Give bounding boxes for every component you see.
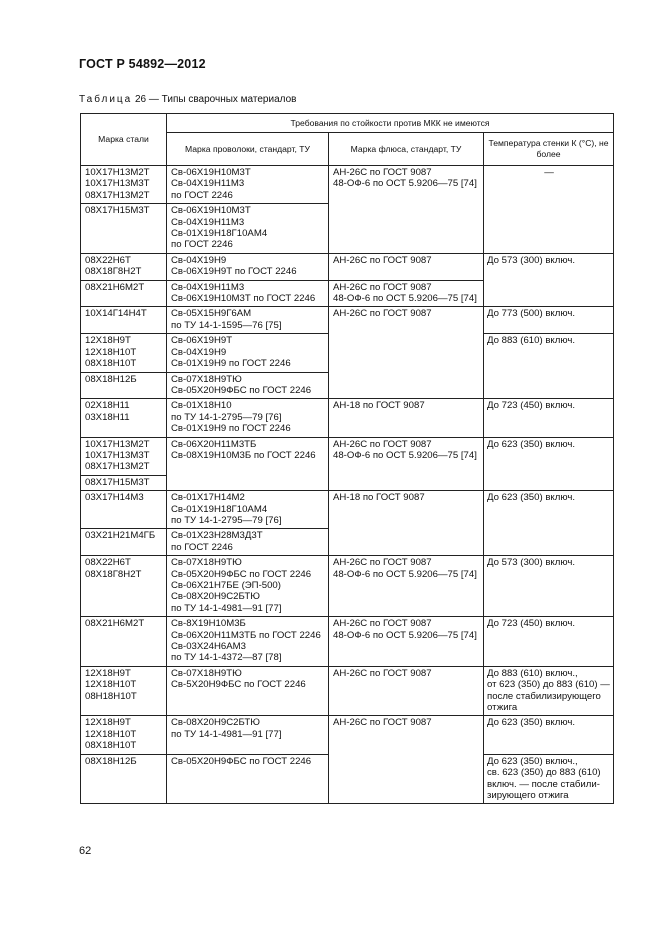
table-row	[81, 491, 614, 529]
wire-cell	[167, 399, 329, 437]
table-row	[81, 716, 614, 754]
wire-cell	[167, 166, 329, 204]
cell-line: по ГОСТ 2246	[171, 239, 233, 251]
table-row	[81, 666, 614, 716]
cell-line: До 623 (350) включ.	[487, 438, 575, 450]
cell-line: Св-08Х19Н10М3Б по ГОСТ 2246	[171, 449, 316, 461]
cell-line: 03Х21Н21М4ГБ	[85, 530, 156, 542]
cell-line: Св-06Х21Н7БЕ (ЭП-500)	[171, 580, 281, 591]
cell-line: АН-26С по ГОСТ 9087	[333, 281, 432, 293]
cell-line: 48-ОФ-6 по ОСТ 5.9206—75 [74]	[333, 629, 477, 641]
flux-cell	[329, 617, 484, 667]
column-header-temperature: Температура стенки К (°С), не более	[484, 133, 614, 166]
cell-line: Св-06Х20Н11М3ТБ по ГОСТ 2246	[171, 629, 321, 641]
cell-line: АН-26С по ГОСТ 9087	[333, 557, 432, 569]
cell-line: 02Х18Н11	[85, 400, 130, 412]
cell-line: по ТУ 14-1-2795—79 [76]	[171, 514, 282, 526]
cell-line: АН-26С по ГОСТ 9087	[333, 717, 432, 729]
cell-line: 03Х18Н11	[85, 411, 130, 423]
column-header-wire: Марка проволоки, стандарт, ТУ	[167, 133, 329, 166]
flux-cell	[329, 280, 484, 307]
flux-cell	[329, 437, 484, 491]
table-row	[81, 556, 614, 617]
temperature-cell	[484, 666, 614, 716]
cell-line: 08Х21Н6М2Т	[85, 618, 145, 630]
column-header-flux: Марка флюса, стандарт, ТУ	[329, 133, 484, 166]
page-number: 62	[79, 845, 92, 857]
cell-line: Св-01Х23Н28М3Д3Т	[171, 530, 263, 542]
wire-cell	[167, 253, 329, 280]
cell-line: Св-07Х18Н9ТЮ	[171, 557, 242, 569]
cell-line: Св-07Х18Н9ТЮ	[171, 667, 242, 679]
cell-line: Св-04Х19Н9	[171, 346, 227, 358]
cell-line: —	[544, 167, 554, 178]
cell-line: 08Х17Н15М3Т	[85, 476, 150, 488]
wire-cell	[167, 556, 329, 617]
flux-cell	[329, 166, 484, 254]
cell-line: Св-04Х19Н11М3	[171, 281, 245, 293]
cell-line: Св-05Х20Н9ФБС по ГОСТ 2246	[171, 568, 312, 580]
steel-grade-cell	[81, 716, 167, 754]
cell-line: До 723 (450) включ.	[487, 618, 575, 630]
steel-grade-cell	[81, 307, 167, 334]
cell-line: 08Х21Н6М2Т	[85, 281, 145, 293]
cell-line: Св-01Х17Н14М2	[171, 492, 245, 504]
wire-cell	[167, 754, 329, 804]
cell-line: 10Х17Н13М2Т	[85, 438, 150, 450]
cell-line: св. 623 (350) до 883 (610)	[487, 767, 601, 779]
table-row	[81, 166, 614, 204]
steel-grade-cell	[81, 437, 167, 475]
cell-line: 08Х22Н6Т	[85, 557, 131, 569]
cell-line: Св-01Х18Н10	[171, 400, 232, 412]
cell-line: 08Н18Н10Т	[85, 690, 137, 702]
cell-line: АН-26С по ГОСТ 9087	[333, 618, 432, 630]
table-row	[81, 617, 614, 667]
cell-line: АН-26С по ГОСТ 9087	[333, 438, 432, 450]
cell-line: 08Х18Н12Б	[85, 755, 137, 767]
cell-line: Св-08Х20Н9С2БТЮ	[171, 591, 260, 603]
cell-line: 08Х18Н10Т	[85, 740, 137, 752]
flux-cell	[329, 307, 484, 399]
temperature-cell	[484, 334, 614, 399]
steel-grade-cell	[81, 280, 167, 307]
cell-line: 08Х18Н12Б	[85, 373, 137, 385]
steel-grade-cell	[81, 491, 167, 529]
cell-line: 48-ОФ-6 по ОСТ 5.9206—75 [74]	[333, 568, 477, 580]
cell-line: До 623 (350) включ.,	[487, 755, 578, 767]
cell-line: от 623 (350) до 883 (610) —	[487, 679, 610, 691]
cell-line: До 883 (610) включ.,	[487, 667, 578, 679]
cell-line: Св-05Х20Н9ФБС по ГОСТ 2246	[171, 755, 312, 767]
cell-line: 10Х14Г14Н4Т	[85, 308, 147, 320]
wire-cell	[167, 666, 329, 716]
cell-line: 12Х18Н10Т	[85, 346, 137, 358]
cell-line: 08Х17Н13М2Т	[85, 189, 150, 201]
cell-line: по ТУ 14-1-4981—91 [77]	[171, 602, 282, 614]
cell-line: Св-01Х19Н9 по ГОСТ 2246	[171, 423, 291, 435]
cell-line: Св-06Х19Н10М3Т по ГОСТ 2246	[171, 293, 316, 305]
cell-line: отжига	[487, 702, 518, 714]
table-row	[81, 437, 614, 475]
cell-line: Св-06Х19Н10М3Т	[171, 167, 251, 178]
cell-line: До 573 (300) включ.	[487, 254, 575, 266]
cell-line: 12Х18Н9Т	[85, 335, 131, 347]
cell-line: Св-05Х15Н9Г6АМ	[171, 308, 252, 320]
cell-line: Св-06Х19Н9Т по ГОСТ 2246	[171, 266, 297, 278]
cell-line: АН-26С по ГОСТ 9087	[333, 167, 432, 178]
cell-line: Св-01Х19Н18Г10АМ4	[171, 503, 268, 515]
wire-cell	[167, 617, 329, 667]
caption-title: — Типы сварочных материалов	[148, 94, 297, 105]
temperature-cell	[484, 556, 614, 617]
cell-line: АН-18 по ГОСТ 9087	[333, 400, 425, 412]
flux-cell	[329, 556, 484, 617]
cell-line: До 773 (500) включ.	[487, 308, 575, 320]
cell-line: 48-ОФ-6 по ОСТ 5.9206—75 [74]	[333, 293, 477, 305]
cell-line: по ТУ 14-1-4372—87 [78]	[171, 652, 282, 664]
cell-line: Св-06Х19Н9Т	[171, 335, 233, 347]
wire-cell	[167, 307, 329, 334]
temperature-cell	[484, 307, 614, 334]
cell-line: АН-26С по ГОСТ 9087	[333, 667, 432, 679]
cell-line: АН-26С по ГОСТ 9087	[333, 254, 432, 266]
cell-line: 08Х18Г8Н2Т	[85, 568, 142, 580]
steel-grade-cell	[81, 556, 167, 617]
cell-line: Св-06Х20Н11М3ТБ	[171, 438, 257, 450]
cell-line: по ГОСТ 2246	[171, 189, 233, 201]
cell-line: по ТУ 14-1-4981—91 [77]	[171, 728, 282, 740]
cell-line: 03Х17Н14М3	[85, 492, 144, 504]
wire-cell	[167, 437, 329, 491]
cell-line: До 623 (350) включ.	[487, 492, 575, 504]
cell-line: 12Х18Н9Т	[85, 667, 131, 679]
cell-line: Св-8Х19Н10М3Б	[171, 618, 246, 630]
cell-line: Св-04Х19Н11М3	[171, 178, 245, 190]
cell-line: До 573 (300) включ.	[487, 557, 575, 569]
cell-line: 10Х17Н13М3Т	[85, 178, 150, 190]
cell-line: 12Х18Н10Т	[85, 679, 137, 691]
steel-grade-cell	[81, 529, 167, 556]
cell-line: по ТУ 14-1-2795—79 [76]	[171, 411, 282, 423]
temperature-cell	[484, 617, 614, 667]
wire-cell	[167, 204, 329, 254]
cell-line: АН-26С по ГОСТ 9087	[333, 308, 432, 320]
table-row	[81, 399, 614, 437]
cell-line: Св-04Х19Н9	[171, 254, 227, 266]
flux-cell	[329, 716, 484, 804]
steel-grade-cell	[81, 666, 167, 716]
cell-line: Св-07Х18Н9ТЮ	[171, 373, 242, 385]
caption-prefix: Таблица	[79, 94, 133, 105]
cell-line: Св-5Х20Н9ФБС по ГОСТ 2246	[171, 679, 306, 691]
cell-line: по ТУ 14-1-1595—76 [75]	[171, 319, 282, 331]
flux-cell	[329, 253, 484, 280]
cell-line: 08Х18Г8Н2Т	[85, 266, 142, 278]
cell-line: До 623 (350) включ.	[487, 717, 575, 729]
cell-line: 12Х18Н10Т	[85, 728, 137, 740]
column-header-steel-grade: Марка стали	[81, 114, 167, 166]
steel-grade-cell	[81, 372, 167, 399]
temperature-cell	[484, 491, 614, 556]
steel-grade-cell	[81, 475, 167, 490]
steel-grade-cell	[81, 754, 167, 804]
steel-grade-cell	[81, 334, 167, 372]
cell-line: после стабилизирующего	[487, 690, 601, 702]
steel-grade-cell	[81, 617, 167, 667]
cell-line: 12Х18Н9Т	[85, 717, 131, 729]
cell-line: 10Х17Н13М3Т	[85, 449, 150, 461]
temperature-cell	[484, 754, 614, 804]
cell-line: Св-01Х19Н18Г10АМ4	[171, 228, 268, 240]
cell-line: АН-18 по ГОСТ 9087	[333, 492, 425, 504]
wire-cell	[167, 716, 329, 754]
cell-line: 08Х17Н13М2Т	[85, 461, 150, 473]
temperature-cell	[484, 437, 614, 491]
temperature-cell	[484, 253, 614, 307]
wire-cell	[167, 491, 329, 529]
steel-grade-cell	[81, 253, 167, 280]
flux-cell	[329, 491, 484, 556]
welding-materials-table	[80, 113, 614, 804]
steel-grade-cell	[81, 399, 167, 437]
steel-grade-cell	[81, 204, 167, 254]
wire-cell	[167, 280, 329, 307]
table-row	[81, 253, 614, 280]
cell-line: включ. — после стабили-	[487, 778, 600, 790]
cell-line: Св-08Х20Н9С2БТЮ	[171, 717, 260, 729]
cell-line: Св-06Х19Н10М3Т	[171, 205, 251, 217]
temperature-cell	[484, 716, 614, 754]
steel-grade-cell	[81, 166, 167, 204]
table-row	[81, 307, 614, 334]
wire-cell	[167, 372, 329, 399]
table-caption	[79, 94, 296, 105]
column-group-header: Требования по стойкости против МКК не имеются	[167, 114, 614, 133]
cell-line: Св-04Х19Н11М3	[171, 216, 245, 228]
cell-line: 48-ОФ-6 по ОСТ 5.9206—75 [74]	[333, 449, 477, 461]
caption-number: 26	[135, 94, 147, 105]
temperature-cell	[484, 399, 614, 437]
flux-cell	[329, 399, 484, 437]
document-id: ГОСТ Р 54892—2012	[79, 57, 206, 71]
wire-cell	[167, 529, 329, 556]
cell-line: зирующего отжига	[487, 789, 569, 801]
cell-line: 48-ОФ-6 по ОСТ 5.9206—75 [74]	[333, 178, 477, 190]
cell-line: 08Х17Н15М3Т	[85, 205, 150, 217]
wire-cell	[167, 334, 329, 372]
cell-line: Св-01Х19Н9 по ГОСТ 2246	[171, 358, 291, 370]
cell-line: 08Х22Н6Т	[85, 254, 131, 266]
temperature-cell	[484, 166, 614, 254]
cell-line: До 883 (610) включ.	[487, 335, 575, 347]
cell-line: по ГОСТ 2246	[171, 541, 233, 553]
cell-line: Св-05Х20Н9ФБС по ГОСТ 2246	[171, 384, 312, 396]
cell-line: 10Х17Н13М2Т	[85, 167, 150, 178]
flux-cell	[329, 666, 484, 716]
cell-line: Св-03Х24Н6АМ3	[171, 641, 246, 653]
cell-line: До 723 (450) включ.	[487, 400, 575, 412]
cell-line: 08Х18Н10Т	[85, 358, 137, 370]
